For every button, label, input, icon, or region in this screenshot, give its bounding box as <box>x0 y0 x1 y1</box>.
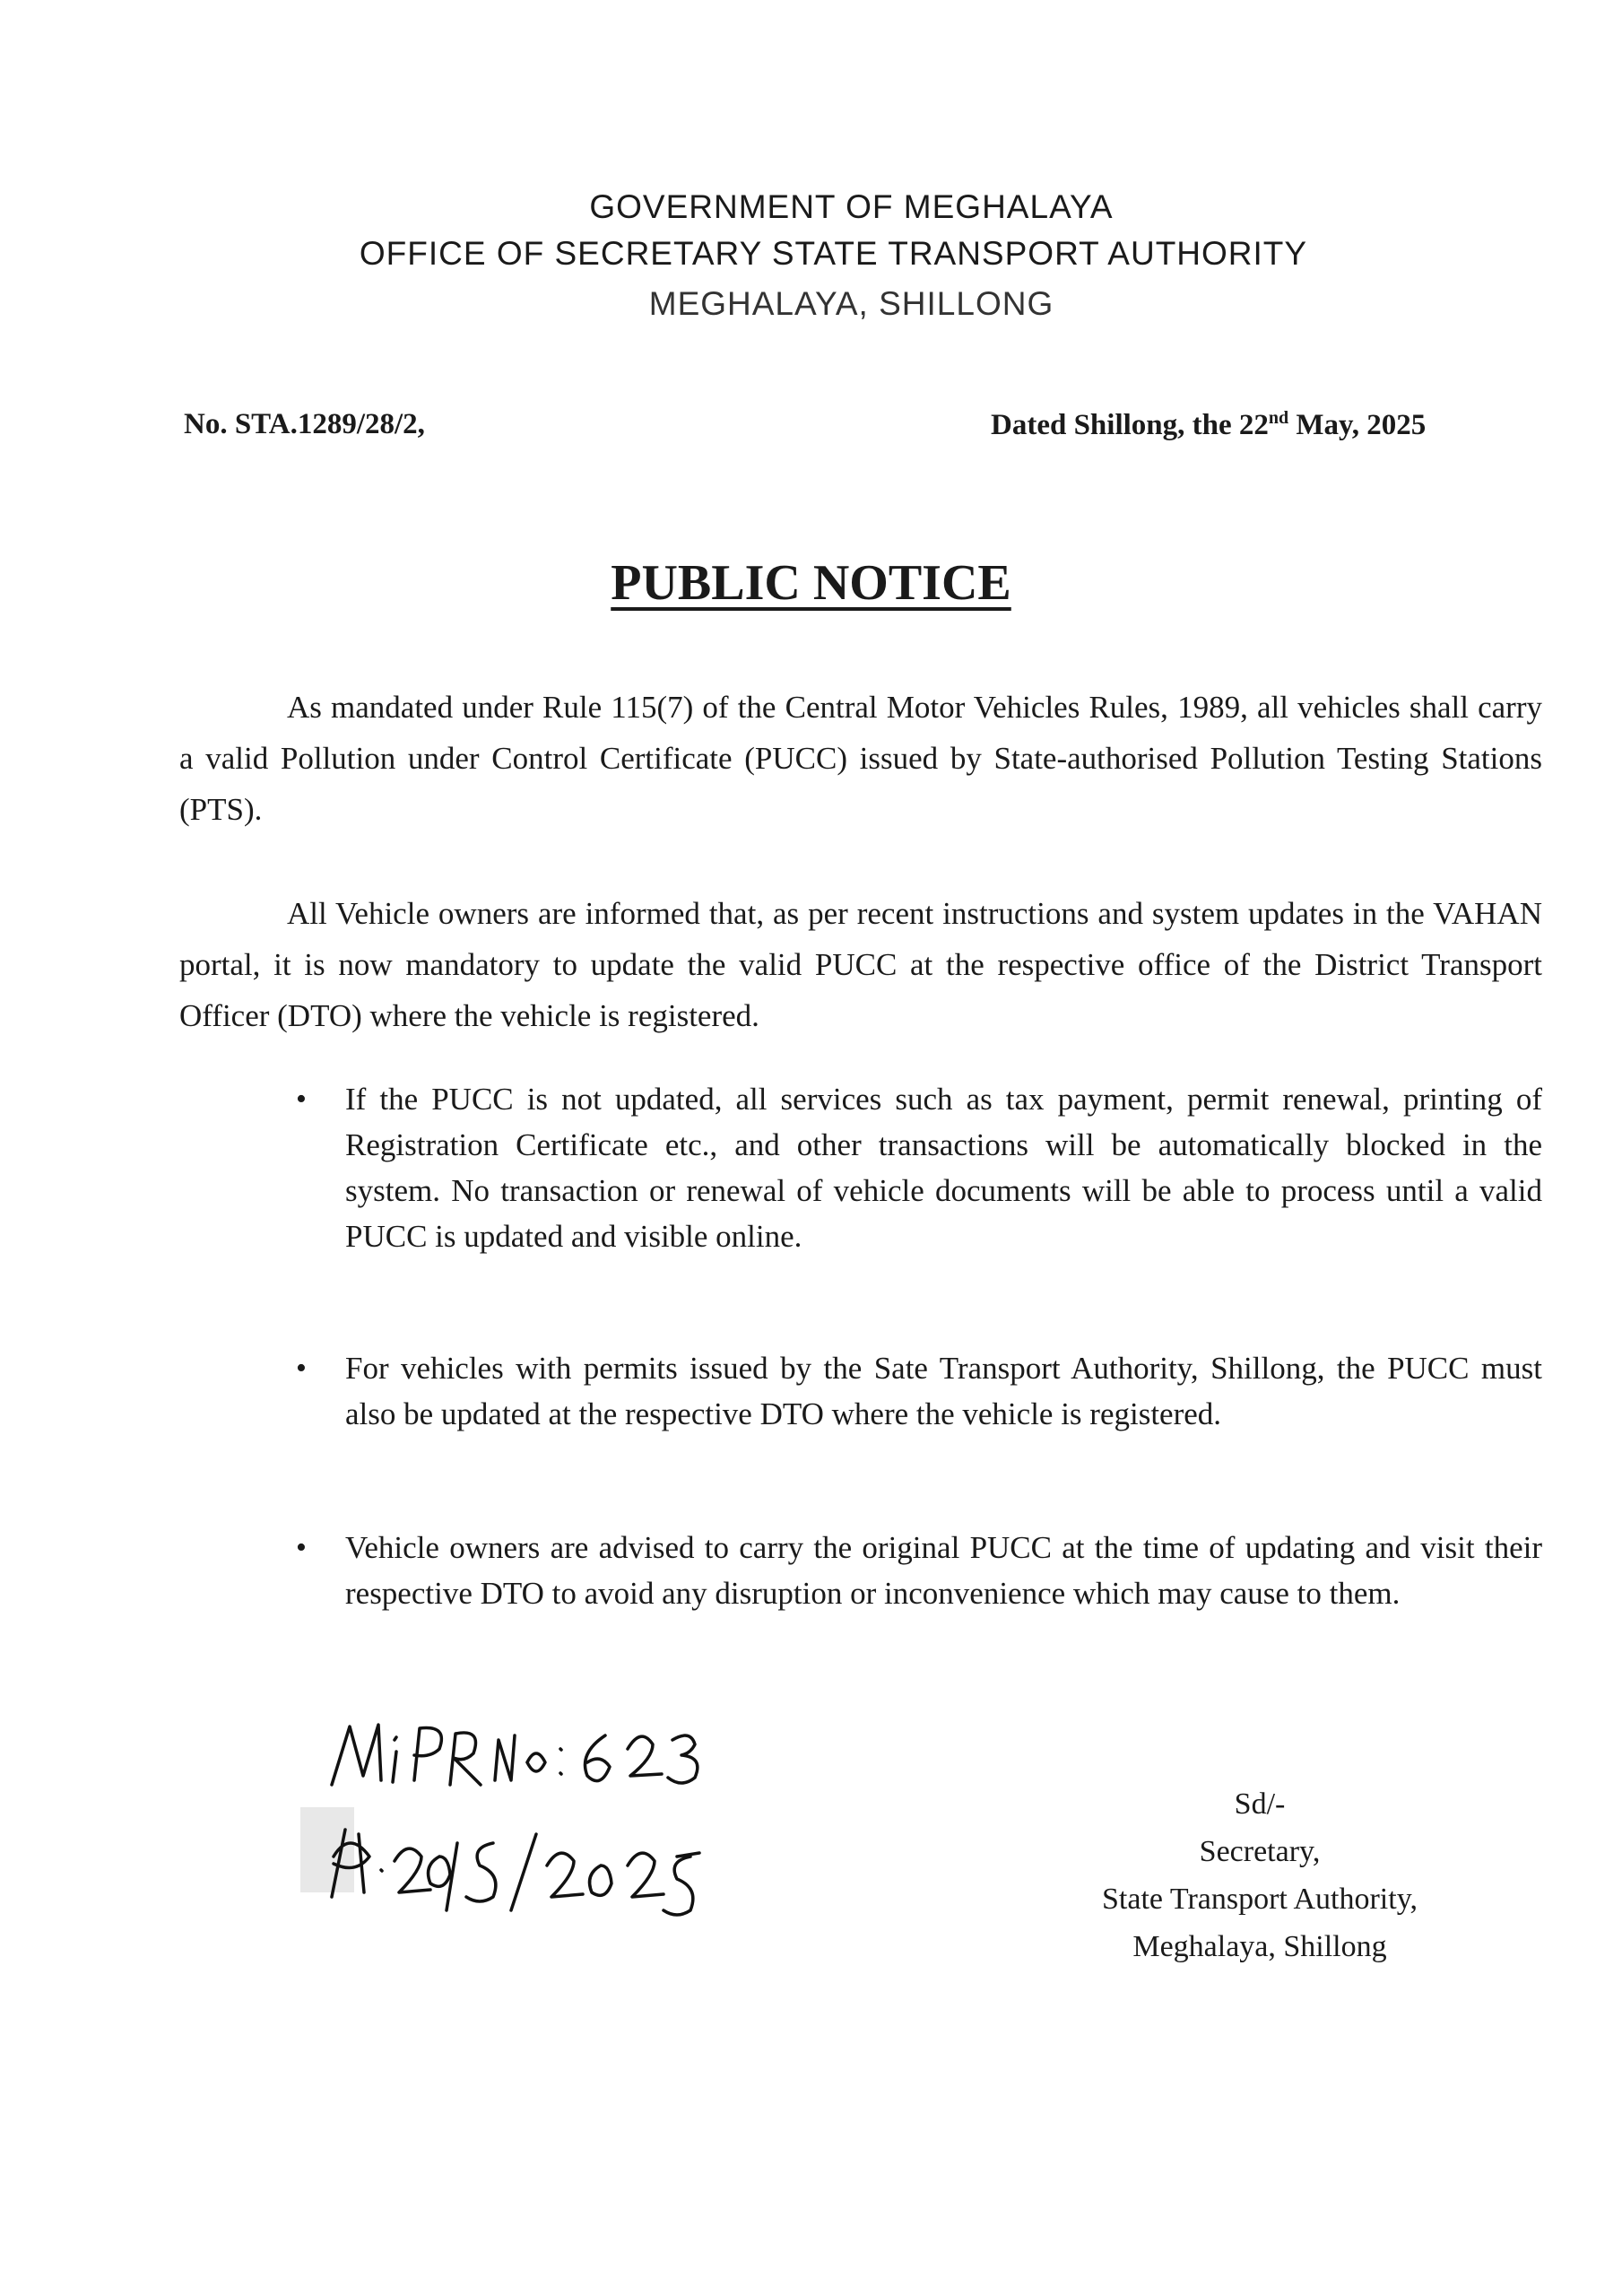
scan-smudge <box>300 1807 354 1892</box>
notice-title: PUBLIC NOTICE <box>611 555 1011 611</box>
paragraph-rule-text: As mandated under Rule 115(7) of the Central Motor Vehicles Rules, 1989, all vehicles shall carry a valid Pollution under Control Certificate (PUCC) issued by State-authorised Pollution Testing Stations (PTS). <box>179 690 1542 827</box>
signature-designation: Secretary, <box>1199 1835 1321 1868</box>
signature-sd: Sd/- <box>1234 1787 1286 1821</box>
bullet-item: • Vehicle owners are advised to carry the original PUCC at the time of updating and visit their respective DTO to avoid any disruption or inconvenience which may cause to them. <box>345 1525 1542 1616</box>
header-office: OFFICE OF SECRETARY STATE TRANSPORT AUTHORITY <box>359 235 1308 272</box>
dated-line <box>991 408 1426 442</box>
header-location: MEGHALAYA, SHILLONG <box>648 285 1054 322</box>
paragraph-vahan-text: All Vehicle owners are informed that, as per recent instructions and system updates in the VAHAN portal, it is now mandatory to update the valid PUCC at the respective office of the District Transport Officer (DTO) where the vehicle is registered. <box>179 896 1542 1033</box>
dated-suffix: May, 2025 <box>1288 409 1427 441</box>
bullet-item: • For vehicles with permits issued by the Sate Transport Authority, Shillong, the PUCC must also be updated at the respective DTO where the vehicle is registered. <box>345 1345 1542 1437</box>
handwritten-note <box>296 1709 870 1928</box>
paragraph-vahan <box>179 888 1542 1041</box>
header-government: GOVERNMENT OF MEGHALAYA <box>589 188 1114 225</box>
bullet-item: • If the PUCC is not updated, all services such as tax payment, permit renewal, printing of Registration Certificate etc., and other transactions will be automatically blocked in the system. No transaction or renewal of vehicle documents will be able to process until a valid PUCC is updated and visible online. <box>345 1076 1542 1259</box>
handwriting-strokes <box>332 1725 699 1915</box>
reference-number: No. STA.1289/28/2, <box>184 408 425 440</box>
dated-prefix: Dated Shillong, the 22 <box>991 409 1269 441</box>
paragraph-rule <box>179 682 1542 835</box>
dated-ordinal: nd <box>1268 408 1289 428</box>
signature-place: Meghalaya, Shillong <box>1132 1930 1387 1963</box>
signature-office: State Transport Authority, <box>1102 1883 1418 1916</box>
